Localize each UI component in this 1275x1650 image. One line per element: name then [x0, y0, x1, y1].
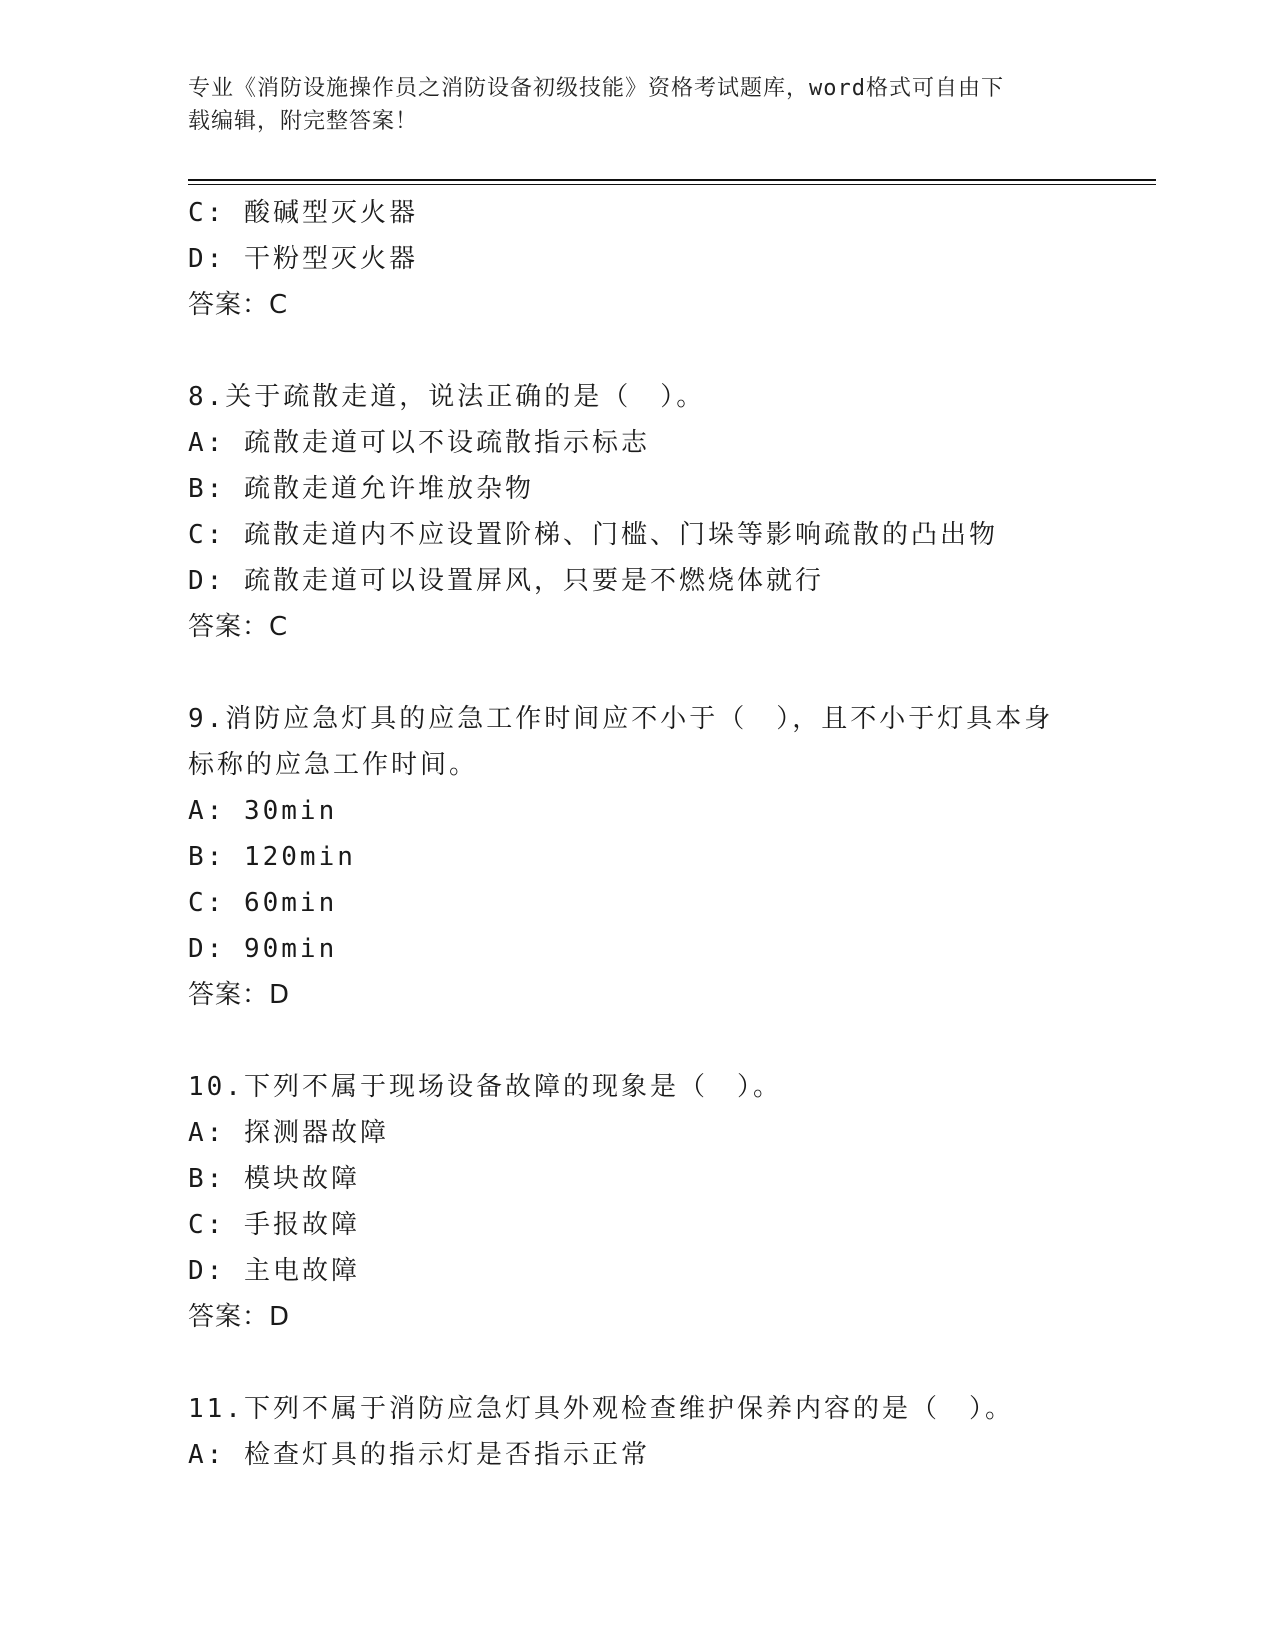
option-b: B: 模块故障: [188, 1164, 360, 1194]
question-stem: 11.下列不属于消防应急灯具外观检查维护保养内容的是（ ）。: [188, 1394, 1014, 1424]
option-c: C: 手报故障: [188, 1210, 360, 1240]
question-list: [188, 190, 1148, 1478]
option-a: A: 探测器故障: [188, 1118, 389, 1148]
header-divider-thin: [188, 184, 1156, 185]
question-11: [188, 1386, 1148, 1478]
question-8: [188, 374, 1148, 650]
option-a: A: 疏散走道可以不设疏散指示标志: [188, 428, 650, 458]
question-stem-line-1: 9.消防应急灯具的应急工作时间应不小于（ ），且不小于灯具本身: [188, 704, 1054, 734]
question-stem-line-2: 标称的应急工作时间。: [188, 750, 479, 780]
question-9: [188, 696, 1148, 1018]
answer-line: 答案：C: [188, 612, 289, 642]
option-b: B: 疏散走道允许堆放杂物: [188, 474, 534, 504]
option-a: A: 30min: [188, 796, 338, 826]
option-a: A: 检查灯具的指示灯是否指示正常: [188, 1440, 650, 1470]
option-b: B: 120min: [188, 842, 356, 872]
option-d: D: 90min: [188, 934, 338, 964]
header-line-2: 载编辑，附完整答案！: [188, 109, 419, 134]
document-header: [188, 72, 1068, 138]
question-7-tail: [188, 190, 1148, 328]
question-stem: 8.关于疏散走道，说法正确的是（ ）。: [188, 382, 706, 412]
header-divider-thick: [188, 179, 1156, 181]
question-10: [188, 1064, 1148, 1340]
option-d: D: 主电故障: [188, 1256, 360, 1286]
answer-line: 答案：C: [188, 290, 289, 320]
option-c: C: 60min: [188, 888, 338, 918]
answer-line: 答案：D: [188, 1302, 291, 1332]
header-line-1: 专业《消防设施操作员之消防设备初级技能》资格考试题库，word格式可自由下: [188, 76, 1004, 101]
option-c: C: 酸碱型灭火器: [188, 198, 418, 228]
answer-line: 答案：D: [188, 980, 291, 1010]
option-d: D: 干粉型灭火器: [188, 244, 418, 274]
option-d: D: 疏散走道可以设置屏风，只要是不燃烧体就行: [188, 566, 824, 596]
question-stem: 10.下列不属于现场设备故障的现象是（ ）。: [188, 1072, 782, 1102]
option-c: C: 疏散走道内不应设置阶梯、门槛、门垛等影响疏散的凸出物: [188, 520, 998, 550]
